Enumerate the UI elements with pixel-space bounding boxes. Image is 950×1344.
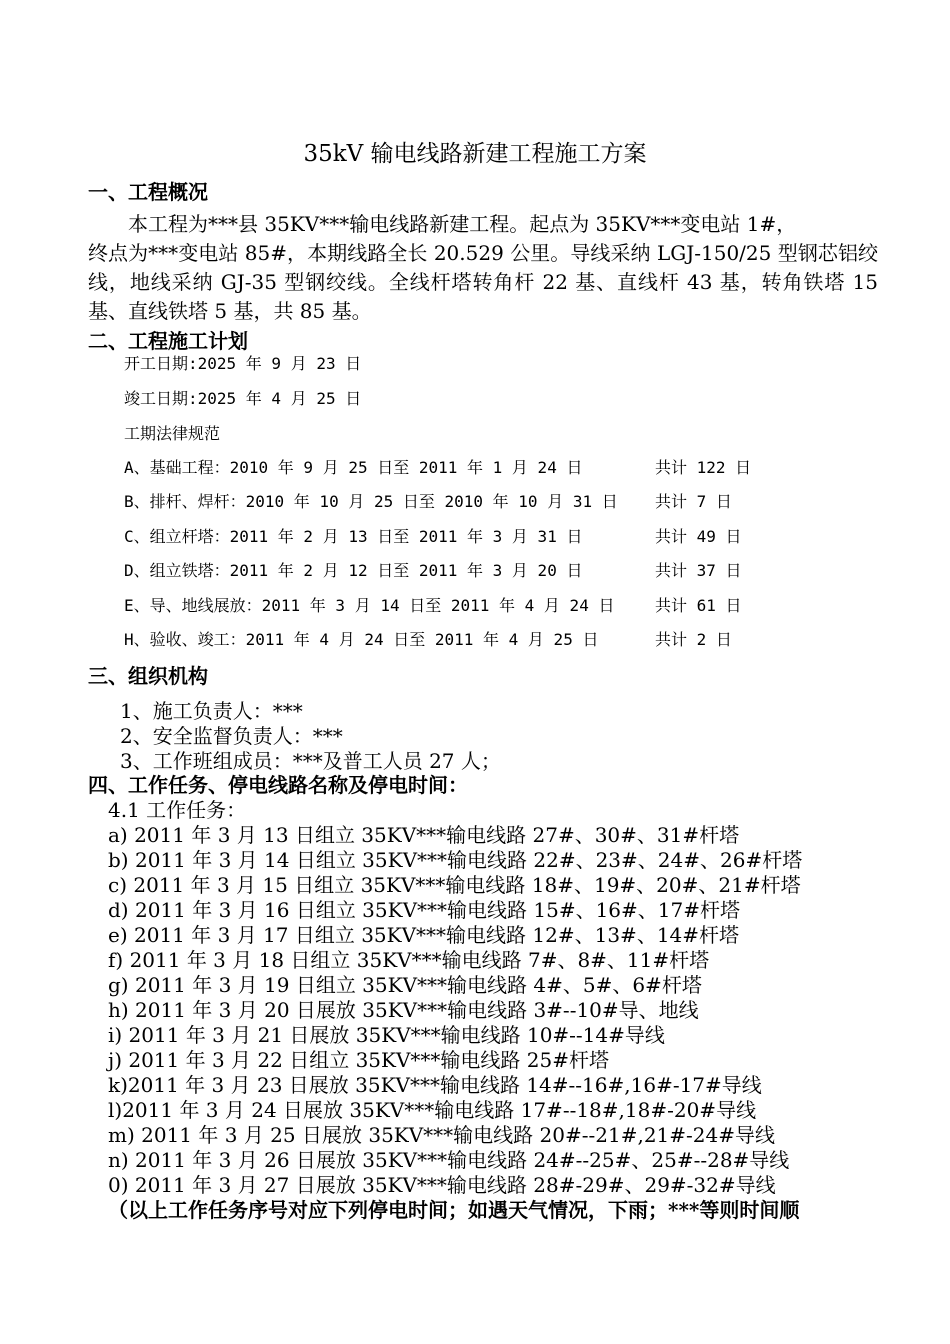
section1-paragraph-body: 终点为***变电站 85#，本期线路全长 20.529 公里。导线采纳 LGJ-150/25 型钢芯铝绞线，地线采纳 GJ-35 型钢绞线。全线杆塔转角杆 22 基、直线杆 43 基，转角铁塔 15 基、直线铁塔 5 基，共 85 基。 [88, 241, 878, 323]
schedule-item: D、组立铁塔：2011 年 2 月 12 日至 2011 年 3 月 20 日 [124, 561, 583, 580]
task-item: j) 2011 年 3 月 22 日组立 35KV***输电线路 25#杆塔 [108, 1048, 609, 1072]
task-item: f) 2011 年 3 月 18 日组立 35KV***输电线路 7#、8#、11#杆塔 [108, 948, 710, 972]
task-item: n) 2011 年 3 月 26 日展放 35KV***输电线路 24#--25#、25#--28#导线 [108, 1148, 790, 1172]
schedule-item-total: 共计 2 日 [655, 630, 732, 649]
task-item: h) 2011 年 3 月 20 日展放 35KV***输电线路 3#--10#导、地线 [108, 998, 699, 1022]
section4-subheading: 4.1 工作任务： [108, 798, 247, 822]
task-item: i) 2011 年 3 月 21 日展放 35KV***输电线路 10#--14#导线 [108, 1023, 665, 1047]
schedule-item-total: 共计 61 日 [655, 596, 742, 615]
start-date: 开工日期:2025 年 9 月 23 日 [124, 354, 362, 373]
section1-paragraph-first-line: 本工程为***县 35KV***输电线路新建工程。起点为 35KV***变电站 1#， [128, 212, 797, 236]
schedule-item-total: 共计 122 日 [655, 458, 752, 477]
section2-heading: 二、工程施工计划 [88, 329, 248, 353]
task-item: g) 2011 年 3 月 19 日组立 35KV***输电线路 4#、5#、6#杆塔 [108, 973, 702, 997]
task-item: k)2011 年 3 月 23 日展放 35KV***输电线路 14#--16#,16#-17#导线 [108, 1073, 762, 1097]
schedule-item: C、组立杆塔：2011 年 2 月 13 日至 2011 年 3 月 31 日 [124, 527, 583, 546]
end-date: 竣工日期:2025 年 4 月 25 日 [124, 389, 362, 408]
task-item: m) 2011 年 3 月 25 日展放 35KV***输电线路 20#--21#,21#-24#导线 [108, 1123, 775, 1147]
org-member: 2、安全监督负责人：*** [120, 724, 343, 748]
schedule-item-total: 共计 7 日 [655, 492, 732, 511]
schedule-item: A、基础工程：2010 年 9 月 25 日至 2011 年 1 月 24 日 [124, 458, 583, 477]
task-item: l)2011 年 3 月 24 日展放 35KV***输电线路 17#--18#,18#-20#导线 [108, 1098, 757, 1122]
section3-heading: 三、组织机构 [88, 664, 208, 688]
task-item: d) 2011 年 3 月 16 日组立 35KV***输电线路 15#、16#、17#杆塔 [108, 898, 740, 922]
task-item: e) 2011 年 3 月 17 日组立 35KV***输电线路 12#、13#、14#杆塔 [108, 923, 740, 947]
org-member: 1、施工负责人：*** [120, 699, 303, 723]
schedule-item: E、导、地线展放：2011 年 3 月 14 日至 2011 年 4 月 24 日 [124, 596, 615, 615]
schedule-label: 工期法律规范 [124, 424, 221, 443]
section4-heading: 四、工作任务、停电线路名称及停电时间： [88, 773, 468, 797]
section1-paragraph [88, 210, 878, 326]
section1-heading: 一、工程概况 [88, 180, 208, 204]
task-item: c) 2011 年 3 月 15 日组立 35KV***输电线路 18#、19#、20#、21#杆塔 [108, 873, 801, 897]
task-item: b) 2011 年 3 月 14 日组立 35KV***输电线路 22#、23#、24#、26#杆塔 [108, 848, 803, 872]
schedule-item: B、排杆、焊杆：2010 年 10 月 25 日至 2010 年 10 月 31 日 [124, 492, 618, 511]
schedule-item-total: 共计 49 日 [655, 527, 742, 546]
task-item: a) 2011 年 3 月 13 日组立 35KV***输电线路 27#、30#、31#杆塔 [108, 823, 740, 847]
task-note: （以上工作任务序号对应下列停电时间；如遇天气情况，下雨；***等则时间顺 [108, 1198, 800, 1222]
document-title: 35kV 输电线路新建工程施工方案 [303, 141, 647, 167]
schedule-item: H、验收、竣工：2011 年 4 月 24 日至 2011 年 4 月 25 日 [124, 630, 599, 649]
org-member: 3、工作班组成员：***及普工人员 27 人； [120, 749, 501, 773]
task-item: 0) 2011 年 3 月 27 日展放 35KV***输电线路 28#-29#、29#-32#导线 [108, 1173, 776, 1197]
schedule-item-total: 共计 37 日 [655, 561, 742, 580]
